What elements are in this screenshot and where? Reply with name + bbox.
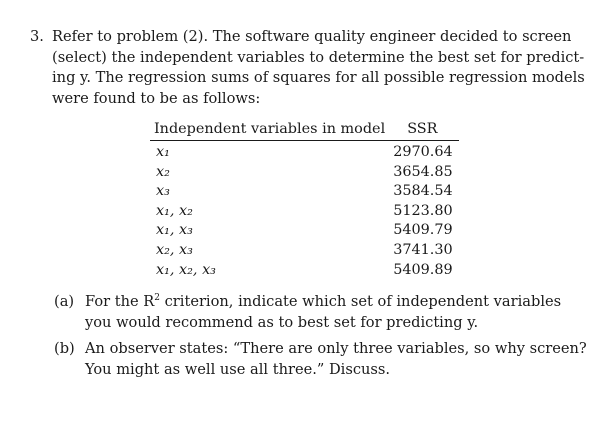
row-ssr: 3584.54 [393,183,453,200]
problem-statement [30,27,585,109]
table-row [150,182,459,202]
part-b-label: (b) [54,340,75,357]
header-independent-variables: Independent variables in model [150,120,389,141]
problem-line-4: were found to be as follows: [52,89,261,107]
part-b-line-1: An observer states: “There are only three variables, so why screen? [85,340,587,357]
problem-line-2: (select) the independent variables to determine the best set for predict- [52,48,585,66]
row-ssr: 2970.64 [393,144,453,160]
problem-line-3: ing y. The regression sums of squares for all possible regression models [52,69,585,86]
row-variables: x₁, x₃ [156,222,193,239]
row-variables: x₃ [156,183,170,200]
problem-number: 3. [30,28,44,45]
row-ssr: 3741.30 [393,241,453,258]
row-ssr: 5409.89 [393,261,453,278]
header-ssr: SSR [389,120,459,141]
table-row [150,141,459,163]
row-variables: x₁ [156,144,170,160]
part-a-line-1-post: criterion, indicate which set of independent variables [160,293,562,310]
row-variables: x₂ [156,163,170,180]
table-row [150,261,459,281]
part-b-line-2: You might as well use all three.” Discuss. [85,360,391,378]
part-a-line-2: you would recommend as to best set for predicting y. [85,313,479,331]
row-variables: x₁, x₂ [156,202,193,219]
part-a-text [85,292,562,333]
table-row [150,202,459,222]
row-variables: x₂, x₃ [156,241,193,258]
row-ssr: 5409.79 [393,222,453,239]
problem-text [52,27,585,109]
table-header-row [150,120,459,141]
part-a-label: (a) [54,293,75,310]
table-row [150,221,459,241]
part-a-line-1-pre: For the R [85,293,155,310]
part-a-line-1 [85,292,562,313]
ssr-table [150,120,459,280]
row-variables: x₁, x₂, x₃ [156,261,216,278]
table-row [150,241,459,261]
r-squared-exponent: 2 [154,293,160,303]
row-ssr: 3654.85 [393,163,453,180]
part-b-text [85,339,587,380]
part-b [54,339,587,380]
table-row [150,163,459,183]
problem-line-1: Refer to problem (2). The software quality engineer decided to screen [52,28,572,45]
part-a [54,292,562,333]
row-ssr: 5123.80 [393,202,453,219]
